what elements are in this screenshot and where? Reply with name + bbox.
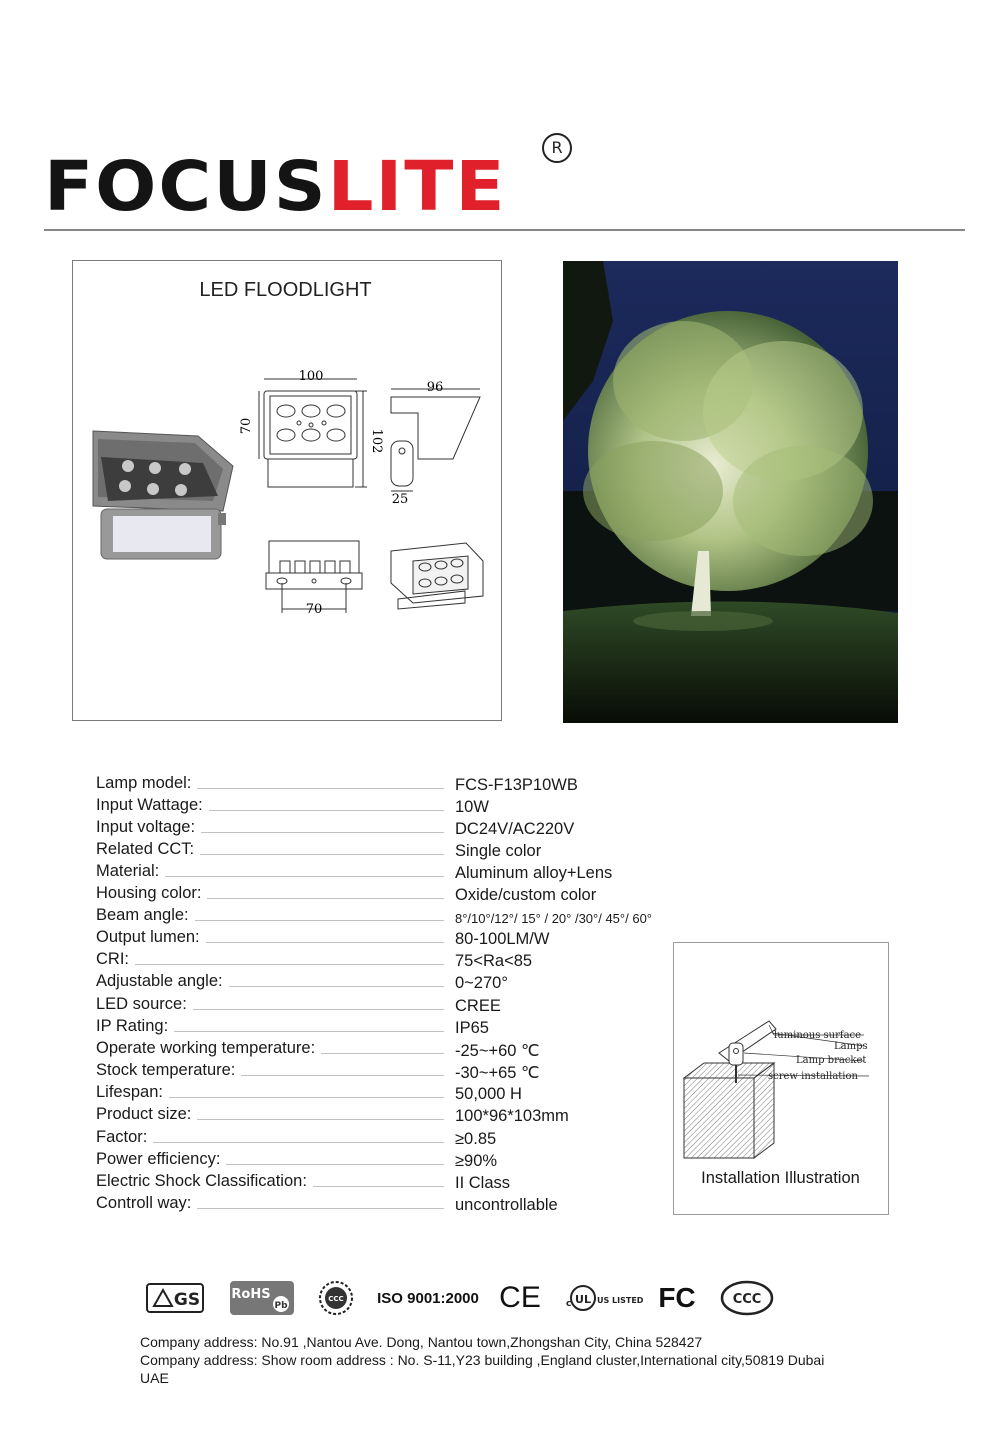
spec-row xyxy=(96,1194,680,1216)
ul-listed-text: US LISTED xyxy=(597,1296,644,1305)
spec-label: Related CCT: xyxy=(96,840,200,859)
spec-row xyxy=(96,1061,680,1083)
spec-label: Beam angle: xyxy=(96,906,195,925)
iso-cert xyxy=(374,1280,482,1316)
spec-value: 75<Ra<85 xyxy=(455,952,533,970)
spec-label: Electric Shock Classification: xyxy=(96,1172,313,1191)
spec-value: ≥90% xyxy=(455,1152,498,1170)
ul-cert-icon xyxy=(561,1280,644,1316)
dim-front-height: 70 xyxy=(239,417,254,435)
fcc-text: FC xyxy=(658,1282,696,1313)
product-title: LED FLOODLIGHT xyxy=(199,279,372,301)
spec-value: CREE xyxy=(455,997,501,1015)
spec-value: II Class xyxy=(455,1174,511,1192)
spec-label: Lifespan: xyxy=(96,1083,169,1102)
rohs-cert-icon xyxy=(229,1280,295,1316)
ul-c-text: c xyxy=(566,1299,572,1309)
spec-row xyxy=(96,995,680,1017)
installation-drawing xyxy=(674,943,887,1158)
spec-row xyxy=(96,796,680,818)
spec-row xyxy=(96,1083,680,1105)
spec-value: IP65 xyxy=(455,1019,489,1037)
spec-row xyxy=(96,1039,680,1061)
spec-row xyxy=(96,972,680,994)
spec-label: Factor: xyxy=(96,1128,153,1147)
front-view-drawing xyxy=(259,379,367,487)
spec-value: uncontrollable xyxy=(455,1196,558,1214)
spec-label: Material: xyxy=(96,862,165,881)
label-bracket: Lamp bracket xyxy=(796,1055,867,1066)
spec-row xyxy=(96,1105,680,1127)
spec-label: Input voltage: xyxy=(96,818,201,837)
spec-row xyxy=(96,774,680,796)
ce-text: CE xyxy=(499,1281,541,1314)
spec-value: Aluminum alloy+Lens xyxy=(455,864,613,882)
spec-leader xyxy=(96,964,444,965)
dim-total-height: 102 xyxy=(369,428,384,454)
registered-mark: R xyxy=(542,133,572,163)
brand-dark-text: FOCUS xyxy=(44,146,328,226)
tree-floodlight-photo xyxy=(563,261,898,723)
spec-label: LED source: xyxy=(96,995,193,1014)
spec-row xyxy=(96,862,680,884)
spec-label: Housing color: xyxy=(96,884,207,903)
spec-label: Operate working temperature: xyxy=(96,1039,321,1058)
side-view-drawing xyxy=(391,389,480,491)
spec-row xyxy=(96,928,680,950)
installation-illustration-box xyxy=(673,942,889,1215)
ccc-small-text: CCC xyxy=(328,1295,344,1303)
dim-bottom-width: 70 xyxy=(305,602,323,617)
spec-row xyxy=(96,1172,680,1194)
spec-value: -25~+60 ℃ xyxy=(455,1042,540,1060)
gs-cert-icon xyxy=(146,1280,204,1316)
brand-red-text: LITE xyxy=(327,146,507,226)
dim-side-depth: 96 xyxy=(426,380,444,395)
spec-label: IP Rating: xyxy=(96,1017,174,1036)
fcc-cert-icon xyxy=(657,1280,697,1316)
product-diagram-panel xyxy=(72,260,502,721)
brand-wordmark xyxy=(44,146,507,226)
showroom-address-line: Company address: Show room address : No. S-11,Y23 building ,England cluster,International city,50819 Dubai xyxy=(140,1352,825,1368)
pb-text: Pb xyxy=(274,1301,288,1311)
brand-logo xyxy=(44,146,564,226)
spec-row xyxy=(96,1150,680,1172)
spec-label: Power efficiency: xyxy=(96,1150,226,1169)
spec-label: CRI: xyxy=(96,950,135,969)
address-continuation: UAE xyxy=(140,1370,169,1386)
spec-value: Single color xyxy=(455,842,542,860)
spec-value: FCS-F13P10WB xyxy=(455,776,578,794)
installation-caption: Installation Illustration xyxy=(701,1169,860,1187)
label-luminous: luminous surface xyxy=(774,1030,862,1041)
spec-row xyxy=(96,884,680,906)
dim-front-width: 100 xyxy=(298,369,324,384)
rohs-text: RoHS xyxy=(231,1287,271,1302)
header-divider xyxy=(44,229,965,231)
ccc-seal-icon xyxy=(318,1280,354,1316)
spec-value: 100*96*103mm xyxy=(455,1107,569,1125)
spec-row xyxy=(96,950,680,972)
spec-row xyxy=(96,840,680,862)
iso-text: ISO 9001:2000 xyxy=(377,1289,479,1307)
ce-cert-icon xyxy=(500,1280,540,1316)
spec-row xyxy=(96,906,680,928)
spec-row xyxy=(96,1017,680,1039)
spec-value: -30~+65 ℃ xyxy=(455,1064,540,1082)
company-address-line: Company address: No.91 ,Nantou Ave. Dong, Nantou town,Zhongshan City, China 528427 xyxy=(140,1334,703,1350)
spec-label: Output lumen: xyxy=(96,928,206,947)
spec-row xyxy=(96,818,680,840)
ccc-cert-icon xyxy=(720,1280,774,1316)
spec-label: Stock temperature: xyxy=(96,1061,241,1080)
ul-text: UL xyxy=(575,1293,591,1306)
floodlight-render xyxy=(93,431,233,559)
spec-value: 50,000 H xyxy=(455,1085,522,1103)
spec-label: Adjustable angle: xyxy=(96,972,229,991)
product-drawings xyxy=(73,261,501,719)
iso-view-drawing xyxy=(391,543,483,609)
spec-label: Controll way: xyxy=(96,1194,197,1213)
label-lamps: Lamps xyxy=(834,1041,868,1052)
spec-row xyxy=(96,1128,680,1150)
spec-value: 10W xyxy=(455,798,489,816)
concrete-block xyxy=(684,1063,774,1158)
ccc-text: CCC xyxy=(732,1292,762,1307)
spec-value: Oxide/custom color xyxy=(455,886,597,904)
spec-label: Product size: xyxy=(96,1105,197,1124)
spec-value: 80-100LM/W xyxy=(455,930,550,948)
spec-label: Input Wattage: xyxy=(96,796,209,815)
gs-text: GS xyxy=(173,1290,201,1310)
spec-label: Lamp model: xyxy=(96,774,197,793)
spec-value: ≥0.85 xyxy=(455,1130,497,1148)
label-screw: screw installation xyxy=(768,1071,858,1082)
spec-value: DC24V/AC220V xyxy=(455,820,575,838)
dim-bracket: 25 xyxy=(391,492,409,507)
spec-value: 0~270° xyxy=(455,974,508,992)
spec-value: 8°/10°/12°/ 15° / 20° /30°/ 45°/ 60° xyxy=(455,911,652,926)
